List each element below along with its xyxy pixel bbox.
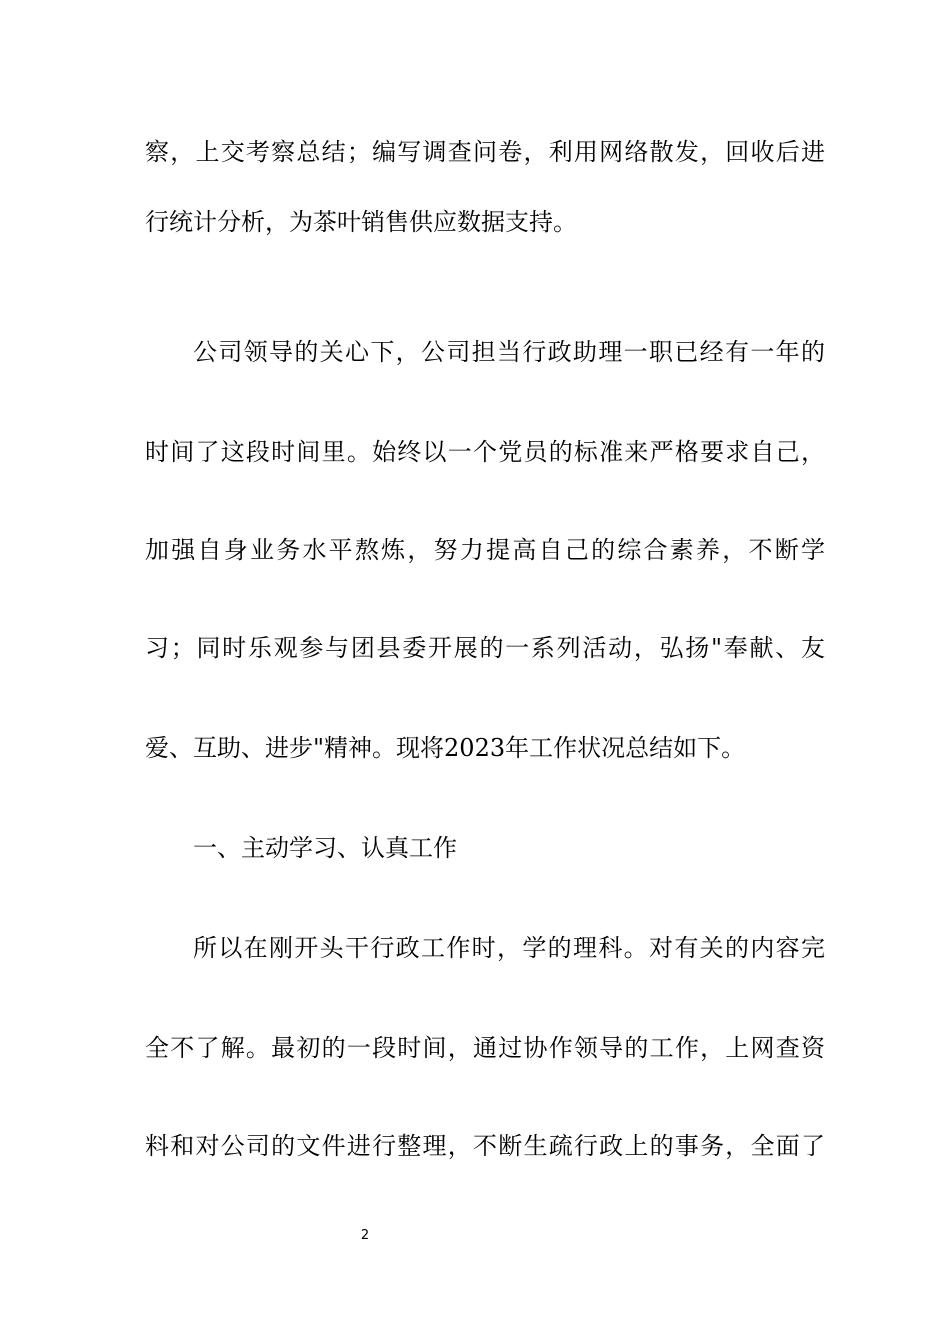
paragraph-line: 公司领导的关心下，公司担当行政助理一职已经有一年的 <box>193 338 825 366</box>
paragraph-line: 行统计分析，为茶叶销售供应数据支持。 <box>145 208 577 236</box>
paragraph-line: 料和对公司的文件进行整理，不断生疏行政上的事务，全面了 <box>145 1132 825 1160</box>
paragraph-line: 加强自身业务水平熬炼，努力提高自己的综合素养，不断学 <box>145 536 825 564</box>
paragraph-line: 时间了这段时间里。始终以一个党员的标准来严格要求自己， <box>145 438 825 466</box>
paragraph-line: 所以在刚开头干行政工作时，学的理科。对有关的内容完 <box>193 934 825 962</box>
paragraph-line: 爱、互助、进步"精神。现将2023年工作状况总结如下。 <box>145 734 746 762</box>
paragraph-line: 习；同时乐观参与团县委开展的一系列活动，弘扬"奉献、友 <box>145 634 825 662</box>
page-number: 2 <box>360 1228 370 1243</box>
section-heading: 一、主动学习、认真工作 <box>193 834 457 862</box>
paragraph-line: 察，上交考察总结；编写调查问卷，利用网络散发，回收后进 <box>145 138 825 166</box>
paragraph-line: 全不了解。最初的一段时间，通过协作领导的工作，上网查资 <box>145 1034 825 1062</box>
